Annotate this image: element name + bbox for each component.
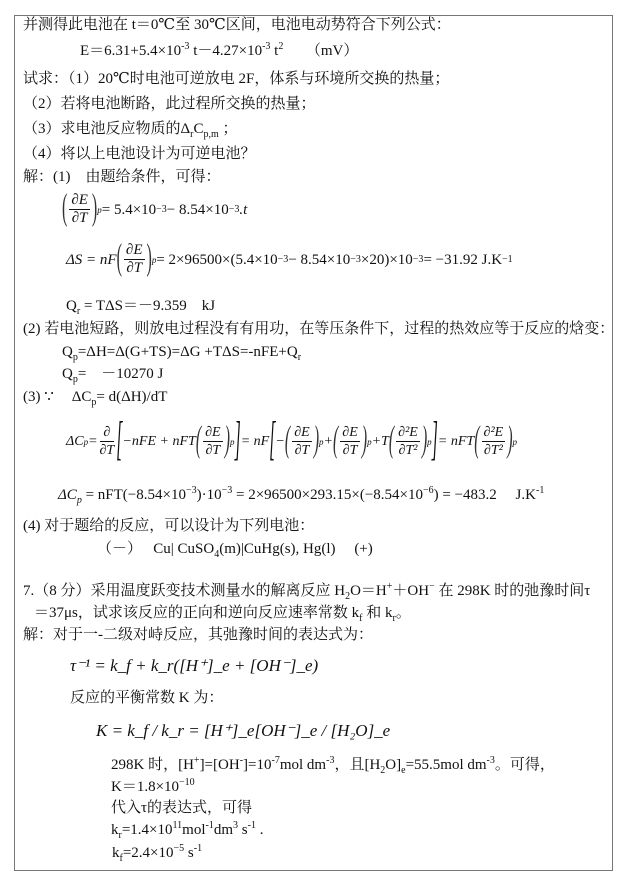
superscript: −3	[185, 485, 197, 496]
math-token: t－4.27×10	[189, 43, 263, 59]
question-2: （2）若将电池断路，此过程所交换的热量；	[23, 96, 316, 112]
math-token: =2.4×10	[122, 845, 174, 861]
math-token: ∂E	[205, 425, 221, 440]
math-token: .	[255, 822, 264, 838]
math-token: （3）求电池反应物质的Δ	[23, 121, 191, 137]
math-token: ΔS = nF	[66, 251, 117, 268]
equilibrium-constant-equation: K = k_f / k_r = [H⁺]_e[OH⁻]_e / [H₂O]_e	[96, 721, 391, 740]
math-token: (	[332, 420, 339, 460]
math-token: (m)|CuHg(s), Hg(l)	[219, 541, 336, 557]
subscript: r	[76, 306, 81, 317]
math-token: t	[270, 43, 279, 59]
math-token: ) = −483.2 J.K	[433, 487, 536, 503]
math-token	[396, 424, 420, 459]
solution-3-heading	[23, 388, 167, 406]
subscript: r	[297, 352, 302, 363]
math-token: p	[319, 436, 324, 447]
subscript: e	[401, 765, 406, 776]
superscript: +	[386, 581, 393, 592]
qr-equation	[66, 297, 215, 315]
superscript: -1	[247, 820, 256, 831]
math-token: ΔC	[58, 487, 77, 503]
math-token: p	[229, 436, 235, 447]
math-token: )	[313, 420, 320, 460]
superscript: -1	[535, 485, 545, 496]
math-token: (+)	[354, 541, 373, 557]
math-token: p	[151, 254, 157, 265]
math-token: ∂T²	[398, 443, 418, 458]
math-token: s	[184, 845, 194, 861]
heat-capacity-value	[58, 486, 544, 504]
math-token: 。可得，	[494, 757, 555, 773]
math-token: =ΔH=Δ(G+TS)=ΔG +TΔS=-nFE+Q	[77, 344, 298, 360]
superscript: -3	[326, 755, 335, 766]
superscript: -3	[181, 41, 190, 52]
subscript: p	[72, 352, 78, 363]
subscript: p,m	[203, 129, 219, 140]
math-token: p	[97, 204, 102, 215]
math-token	[124, 242, 145, 277]
math-token: = －10270 J	[77, 366, 164, 382]
math-token: E＝6.31+5.4×10	[80, 43, 182, 59]
math-token: (	[474, 420, 480, 460]
math-token: (	[284, 420, 291, 460]
math-token: ∂²E	[483, 425, 504, 440]
math-token: [	[269, 414, 276, 466]
math-token: （mV）	[313, 43, 359, 59]
math-token: ∂T²	[483, 443, 503, 458]
math-token: =1.4×10	[121, 822, 173, 838]
math-token: = 2×96500×293.15×(−8.54×10	[232, 487, 423, 503]
math-token: p	[427, 436, 432, 447]
math-token: ∂	[100, 424, 115, 442]
superscript: −	[429, 581, 435, 592]
superscript: -7	[271, 755, 280, 766]
question-4: （4）将以上电池设计为可逆电池？	[23, 146, 256, 162]
math-token: (3) ∵ ΔC	[23, 389, 92, 405]
solution-4-heading: (4) 对于题给的反应，可以设计为下列电池：	[23, 518, 315, 534]
qp-equation	[62, 343, 301, 361]
math-token: p	[367, 436, 372, 447]
math-token: − 8.54×10	[288, 251, 351, 268]
math-token: )	[361, 420, 368, 460]
math-token: O＝H	[350, 583, 387, 599]
cell-notation	[97, 540, 373, 558]
superscript: 3	[233, 820, 239, 831]
math-token: p	[83, 436, 89, 447]
math-token: ]=[OH	[199, 757, 240, 773]
math-token: K＝1.8×10	[111, 779, 180, 795]
math-token: ∂T	[126, 260, 143, 276]
math-token	[100, 424, 115, 459]
math-token: )	[421, 420, 428, 460]
superscript: −3	[221, 485, 233, 496]
math-token: +	[323, 433, 333, 449]
math-token: 。	[395, 605, 411, 621]
math-token: ∂T	[205, 443, 221, 458]
math-token: )	[507, 420, 513, 460]
math-token: ；	[218, 121, 238, 137]
subscript: p	[91, 397, 97, 408]
math-token	[69, 192, 90, 227]
math-token: mol	[182, 822, 206, 838]
subscript: p	[76, 495, 82, 506]
math-token: +T	[371, 433, 389, 449]
math-token: ∂T	[99, 443, 115, 458]
math-token: ∂E	[125, 242, 143, 258]
kr-value	[111, 821, 263, 839]
math-token: = d(ΔH)/dT	[96, 389, 168, 405]
question-1: 试求：（1）20℃时电池可逆放电 2F，体系与环境所交换的热量；	[23, 71, 450, 87]
math-token: ∂E	[71, 192, 88, 208]
math-token	[340, 424, 359, 459]
superscript: -	[239, 755, 244, 766]
superscript: −5	[173, 843, 185, 854]
math-token: =55.5mol dm	[405, 757, 487, 773]
subscript: p	[72, 374, 78, 385]
math-token: = −31.92 J.K	[423, 251, 503, 268]
math-token: （－）	[97, 541, 135, 557]
problem-7-line-1	[23, 582, 590, 600]
math-token: (	[195, 420, 202, 460]
math-token: ＋OH	[392, 583, 430, 599]
math-token: ]	[234, 414, 241, 466]
subscript: 2	[345, 591, 351, 602]
math-token: 在 298K 时的弛豫时间τ	[434, 583, 591, 599]
intro-text: 并测得此电池在 t＝0℃至 30℃区间，电池电动势符合下列公式：	[23, 17, 451, 33]
math-token: ]=10	[243, 757, 272, 773]
math-token: .t	[239, 201, 248, 218]
subscript: f	[119, 853, 123, 864]
math-token: − 8.54×10	[166, 201, 229, 218]
math-token: ∂T	[294, 443, 310, 458]
superscript: −6	[423, 485, 434, 496]
math-token: (	[62, 188, 68, 228]
solution-1-heading: 解：(1) 由题给条件，可得：	[23, 169, 221, 185]
math-token: ΔC	[66, 433, 84, 449]
superscript: -1	[193, 843, 203, 854]
math-token: ∂E	[342, 425, 358, 440]
math-token: = TΔS＝－9.359 kJ	[80, 298, 216, 314]
problem-7-line-2	[34, 604, 411, 622]
relaxation-time-equation: τ⁻¹ = k_f + k_r([H⁺]_e + [OH⁻]_e)	[70, 656, 319, 675]
heat-capacity-derivation	[66, 414, 518, 466]
superscript: +	[193, 755, 200, 766]
math-token: = nF	[240, 433, 270, 449]
math-token: )	[224, 420, 230, 460]
derivative-equation: ( $\frac{\partial E}{\partial T}$ ) p = 5.4×10 −3 − 8.54×10 −3 .t	[62, 192, 247, 227]
math-token: )	[146, 238, 152, 278]
k-value	[111, 778, 195, 796]
solution-7-heading: 解：对于一-二级对峙反应，其弛豫时间的表达式为：	[23, 627, 373, 643]
substitute-text: 代入τ的表达式，可得	[111, 800, 253, 816]
math-token: ∂E	[294, 425, 310, 440]
math-token: 298K 时，[H	[111, 757, 194, 773]
emf-formula	[80, 42, 358, 60]
math-token: )	[91, 188, 98, 228]
superscript: -1	[205, 820, 214, 831]
concentration-line	[111, 756, 555, 774]
math-token: = nFT	[437, 433, 475, 449]
qp-value	[62, 365, 163, 383]
math-token: ＝37μs，试求该反应的正向和逆向反应速率常数 k	[34, 605, 360, 621]
superscript: 2	[278, 41, 284, 52]
superscript: -3	[262, 41, 271, 52]
math-token	[203, 424, 222, 459]
equilibrium-constant-label: 反应的平衡常数 K 为：	[70, 690, 224, 706]
math-token: k	[112, 845, 120, 861]
subscript: r	[190, 129, 194, 140]
math-token: −	[275, 433, 285, 449]
math-token: ，且[H	[334, 757, 381, 773]
math-token: p	[512, 436, 518, 447]
subscript: 2	[380, 765, 386, 776]
math-token: (	[388, 420, 395, 460]
math-token: ×20)×10	[360, 251, 413, 268]
math-token: = 2×96500×(5.4×10	[156, 251, 278, 268]
subscript: r	[392, 613, 396, 624]
math-token: O]	[385, 757, 402, 773]
subscript: f	[359, 613, 363, 624]
math-token: )·10	[196, 487, 222, 503]
math-token	[292, 424, 311, 459]
math-token: Q	[62, 366, 73, 382]
math-token: C	[193, 121, 204, 137]
math-token: = nFT(−8.54×10	[81, 487, 186, 503]
kf-value	[112, 844, 202, 862]
math-token: = 5.4×10	[101, 201, 157, 218]
subscript: 4	[214, 549, 220, 560]
solution-2-heading: (2) 若电池短路，则放电过程没有有用功，在等压条件下，过程的热效应等于反应的焓变：	[23, 321, 615, 337]
math-token: ∂T	[71, 210, 88, 226]
subscript: r	[118, 830, 122, 841]
math-token: k	[111, 822, 119, 838]
superscript: 11	[172, 820, 183, 831]
math-token: Q	[62, 344, 73, 360]
entropy-equation: ΔS = nF ( $\frac{\partial E}{\partial T}$ ) p = 2×96500×(5.4×10 −3 − 8.54×10 −3 ×20)×10 −3 = −31.92 J.K −1	[66, 242, 513, 277]
math-token: ∂²E	[398, 425, 418, 440]
math-token: Cu| CuSO	[153, 541, 215, 557]
math-token: Q	[66, 298, 77, 314]
math-token: (	[116, 238, 122, 278]
math-token: =	[88, 433, 98, 449]
math-token: s	[238, 822, 248, 838]
math-token: 和 k	[362, 605, 393, 621]
math-token: dm	[213, 822, 234, 838]
math-token: −nFE + nFT	[122, 433, 196, 449]
math-token: [	[116, 414, 123, 466]
superscript: -3	[486, 755, 495, 766]
math-token: ]	[431, 414, 438, 466]
question-3	[23, 120, 238, 138]
math-token: ∂T	[342, 443, 358, 458]
math-token: 7.（8 分）采用温度跃变技术测量水的解离反应 H	[23, 583, 346, 599]
math-token: mol dm	[279, 757, 327, 773]
superscript: −10	[179, 777, 195, 788]
math-token	[482, 424, 506, 459]
